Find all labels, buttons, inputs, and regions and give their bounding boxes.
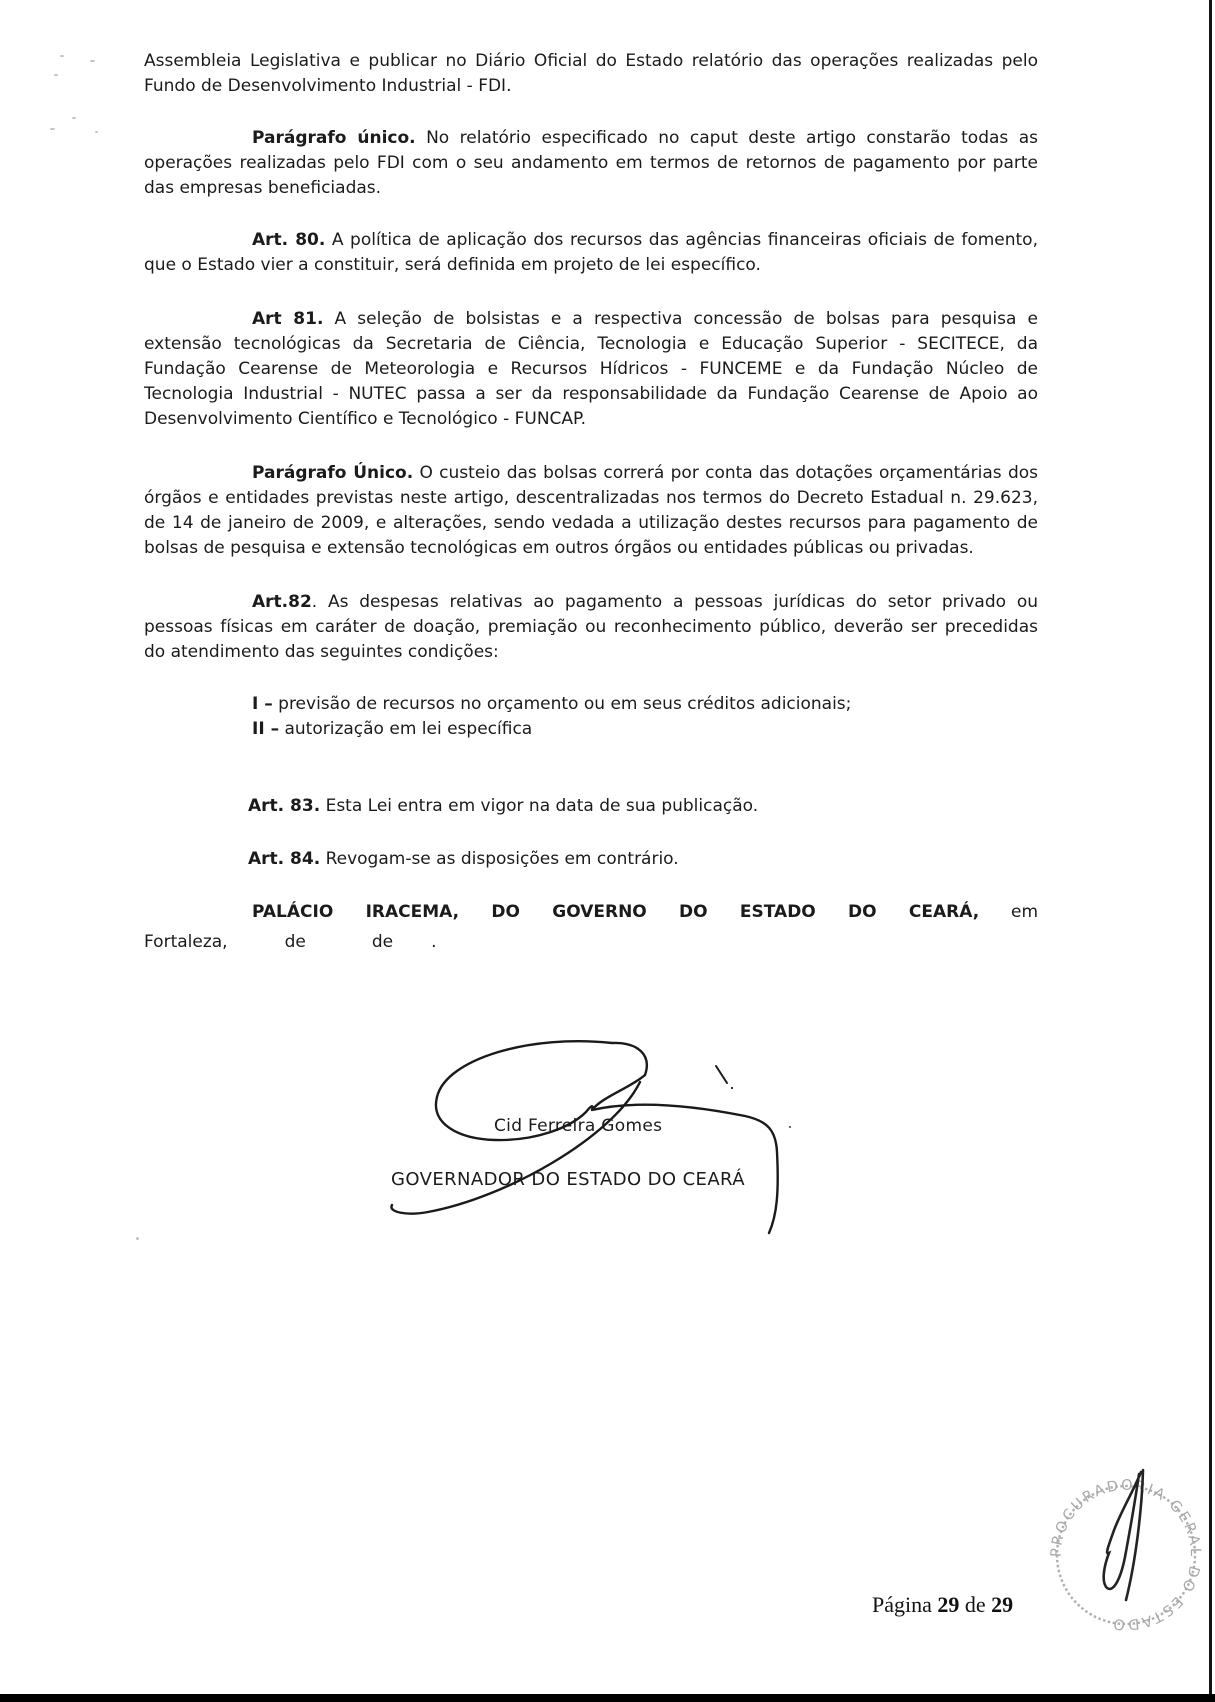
paragraph-art-83 [144,794,1038,819]
scan-speck [95,131,98,133]
paragraph-paragrafo-unico [144,126,1038,201]
signer-title: GOVERNADOR DO ESTADO DO CEARÁ [391,1169,745,1190]
article-label: Art 81. [252,309,324,329]
article-label: Art. 84. [248,849,321,869]
list-item-text: previsão de recursos no orçamento ou em seus créditos adicionais; [272,694,852,714]
closing-tail: em [1010,902,1039,922]
paragraph-text: No relatório especificado no caput deste artigo constarão todas as operações realizadas pelo FDI com o seu andamento em termos de retornos de pagamento por parte das empresas beneficiadas. [144,128,1038,198]
stamp-text-path: PROCURADORIA GERAL DO ESTADO [1048,1477,1203,1633]
paragraph-text: O custeio das bolsas correrá por conta das dotações orçamentárias dos órgãos e entidades previstas neste artigo, descentralizadas nos termos do Decreto Estadual n. 29.623, de 14 de janeiro de 2009, e alterações, sendo vedada a utilização destes recursos para pagamento de bolsas de pesquisa e extensão tecnológicas em outros órgãos ou entidades públicas ou privadas. [144,463,1039,558]
paragraph-art-81 [144,307,1038,432]
scan-speck [136,1237,139,1240]
paragraph-label: Parágrafo Único. [252,463,414,483]
paragraph-text: A política de aplicação dos recursos das agências financeiras oficiais de fomento, que o Estado vier a constituir, será definida em projeto de lei específico. [144,230,1038,275]
paragraph-continuation [144,49,1038,99]
scan-speck [60,55,64,57]
list-item-text: autorização em lei específica [279,719,533,739]
scan-speck [90,60,95,62]
scan-edge-right [1209,0,1212,1702]
scan-speck [50,128,55,130]
signer-name: Cid Ferreira Gomes [494,1116,663,1136]
handwritten-signature [380,1030,810,1245]
page-separator: de [964,1592,986,1617]
closing-period: . [431,932,437,952]
procuradoria-stamp [1043,1460,1213,1635]
paragraph-art-82 [144,590,1038,665]
page-total: 29 [991,1592,1014,1617]
palace-label: PALÁCIO IRACEMA, DO GOVERNO DO ESTADO DO CEARÁ, [252,902,980,922]
scan-speck [72,117,76,119]
paragraph-label: Parágrafo único. [252,128,416,148]
paragraph-text: . As despesas relativas ao pagamento a pessoas jurídicas do setor privado ou pessoas físicas em caráter de doação, premiação ou reconhecimento público, deverão ser precedidas do atendimento das seguintes condições: [144,592,1038,662]
document-body [144,49,1038,955]
closing-de: de [284,932,306,952]
closing-de: de [371,932,394,952]
conditions-list [144,692,1038,742]
list-item-1 [252,692,1038,717]
list-item-2 [252,717,1038,742]
paragraph-text: A seleção de bolsistas e a respectiva concessão de bolsas para pesquisa e extensão tecnológicas da Secretaria de Ciência, Tecnologia e Educação Superior - SECITECE, da Fundação Cearense de Meteorologia e Recursos Hídricos - FUNCEME e da Fundação Núcleo de Tecnologia Industrial - NUTEC passa a ser da responsabilidade da Fundação Cearense de Apoio ao Desenvolvimento Científico e Tecnológico - FUNCAP. [144,309,1038,429]
list-item-label: I – [252,694,273,714]
closing-city: Fortaleza, [144,932,228,952]
closing-statement [144,900,1038,925]
article-label: Art. 83. [248,796,321,816]
paragraph-text: Assembleia Legislativa e publicar no Diário Oficial do Estado relatório das operações realizadas pelo Fundo de Desenvolvimento Industrial - FDI. [144,51,1038,96]
page-number [872,1592,1013,1618]
paragraph-art-80 [144,228,1038,278]
page-label: Página [872,1592,932,1617]
scan-edge-bottom [0,1694,1215,1702]
article-label: Art.82 [252,592,312,612]
closing-date-line [144,930,1038,955]
paragraph-art-84 [144,847,1038,872]
page-current: 29 [937,1592,960,1617]
paragraph-text: Esta Lei entra em vigor na data de sua publicação. [320,796,759,816]
list-item-label: II – [252,719,280,739]
article-label: Art. 80. [252,230,326,250]
paragraph-paragrafo-unico-2 [144,461,1038,561]
scan-speck [54,74,58,76]
paragraph-text: Revogam-se as disposições em contrário. [320,849,679,869]
